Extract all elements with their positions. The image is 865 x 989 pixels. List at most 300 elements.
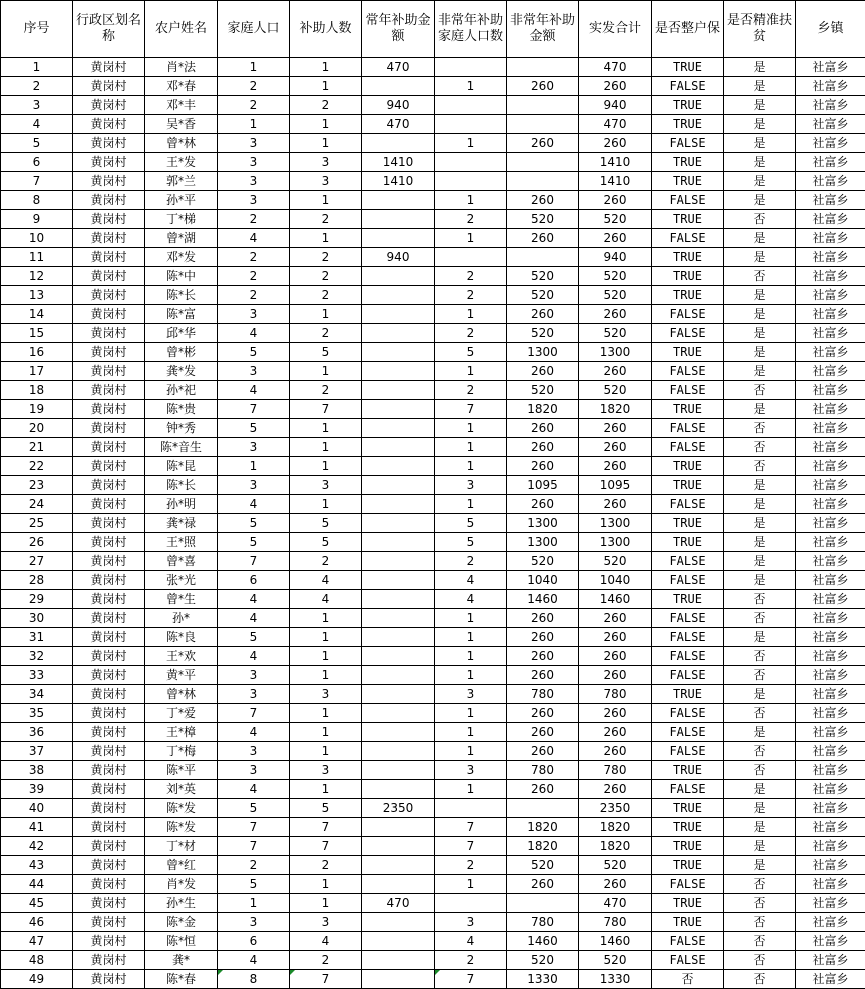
cell-serial[interactable]: 25 xyxy=(1,514,73,533)
cell-irregular-amount[interactable]: 260 xyxy=(507,628,579,647)
cell-township[interactable]: 社富乡 xyxy=(796,77,865,96)
cell-irregular-amount[interactable]: 260 xyxy=(507,457,579,476)
cell-irregular-amount[interactable]: 1330 xyxy=(507,970,579,989)
cell-whole-household[interactable]: TRUE xyxy=(652,400,724,419)
cell-whole-household[interactable]: FALSE xyxy=(652,381,724,400)
cell-township[interactable]: 社富乡 xyxy=(796,609,865,628)
cell-subsidized-count[interactable]: 2 xyxy=(290,286,362,305)
cell-irregular-amount[interactable]: 1040 xyxy=(507,571,579,590)
cell-irregular-amount[interactable]: 520 xyxy=(507,381,579,400)
cell-subsidized-count[interactable]: 1 xyxy=(290,495,362,514)
cell-irregular-count[interactable]: 1 xyxy=(435,723,507,742)
cell-household-size[interactable]: 2 xyxy=(218,210,290,229)
cell-region[interactable]: 黄岗村 xyxy=(73,115,145,134)
cell-region[interactable]: 黄岗村 xyxy=(73,248,145,267)
cell-household-size[interactable]: 3 xyxy=(218,305,290,324)
cell-serial[interactable]: 7 xyxy=(1,172,73,191)
cell-regular-amount[interactable] xyxy=(362,419,435,438)
cell-regular-amount[interactable] xyxy=(362,77,435,96)
cell-serial[interactable]: 22 xyxy=(1,457,73,476)
cell-region[interactable]: 黄岗村 xyxy=(73,77,145,96)
cell-irregular-count[interactable]: 1 xyxy=(435,229,507,248)
cell-targeted-poverty[interactable]: 是 xyxy=(724,571,796,590)
cell-irregular-count[interactable]: 1 xyxy=(435,419,507,438)
cell-irregular-count[interactable]: 2 xyxy=(435,381,507,400)
cell-targeted-poverty[interactable]: 是 xyxy=(724,229,796,248)
cell-regular-amount[interactable]: 470 xyxy=(362,115,435,134)
cell-subsidized-count[interactable]: 2 xyxy=(290,856,362,875)
cell-name[interactable]: 钟*秀 xyxy=(145,419,218,438)
cell-whole-household[interactable]: TRUE xyxy=(652,818,724,837)
cell-region[interactable]: 黄岗村 xyxy=(73,229,145,248)
cell-irregular-count[interactable] xyxy=(435,248,507,267)
cell-whole-household[interactable]: TRUE xyxy=(652,248,724,267)
cell-township[interactable]: 社富乡 xyxy=(796,495,865,514)
cell-serial[interactable]: 6 xyxy=(1,153,73,172)
cell-irregular-amount[interactable]: 260 xyxy=(507,704,579,723)
cell-irregular-amount[interactable] xyxy=(507,96,579,115)
cell-household-size[interactable]: 4 xyxy=(218,723,290,742)
cell-targeted-poverty[interactable]: 否 xyxy=(724,647,796,666)
cell-whole-household[interactable]: FALSE xyxy=(652,932,724,951)
cell-region[interactable]: 黄岗村 xyxy=(73,761,145,780)
cell-irregular-count[interactable] xyxy=(435,153,507,172)
cell-whole-household[interactable]: FALSE xyxy=(652,571,724,590)
cell-township[interactable]: 社富乡 xyxy=(796,951,865,970)
cell-irregular-count[interactable]: 1 xyxy=(435,704,507,723)
cell-serial[interactable]: 39 xyxy=(1,780,73,799)
cell-serial[interactable]: 26 xyxy=(1,533,73,552)
cell-name[interactable]: 陈*发 xyxy=(145,799,218,818)
cell-household-size[interactable]: 1 xyxy=(218,58,290,77)
cell-serial[interactable]: 28 xyxy=(1,571,73,590)
cell-township[interactable]: 社富乡 xyxy=(796,913,865,932)
cell-regular-amount[interactable]: 1410 xyxy=(362,153,435,172)
cell-region[interactable]: 黄岗村 xyxy=(73,324,145,343)
cell-serial[interactable]: 31 xyxy=(1,628,73,647)
cell-serial[interactable]: 10 xyxy=(1,229,73,248)
cell-irregular-count[interactable] xyxy=(435,799,507,818)
cell-subsidized-count[interactable]: 5 xyxy=(290,799,362,818)
cell-regular-amount[interactable] xyxy=(362,590,435,609)
cell-household-size[interactable]: 3 xyxy=(218,685,290,704)
cell-total-paid[interactable]: 260 xyxy=(579,875,652,894)
cell-township[interactable]: 社富乡 xyxy=(796,134,865,153)
cell-township[interactable]: 社富乡 xyxy=(796,780,865,799)
cell-regular-amount[interactable] xyxy=(362,875,435,894)
header-regular-amount[interactable]: 常年补助金额 xyxy=(362,1,435,58)
cell-name[interactable]: 曾*湖 xyxy=(145,229,218,248)
cell-whole-household[interactable]: FALSE xyxy=(652,666,724,685)
header-serial[interactable]: 序号 xyxy=(1,1,73,58)
cell-total-paid[interactable]: 260 xyxy=(579,666,652,685)
cell-region[interactable]: 黄岗村 xyxy=(73,362,145,381)
cell-irregular-amount[interactable]: 260 xyxy=(507,77,579,96)
cell-serial[interactable]: 3 xyxy=(1,96,73,115)
cell-region[interactable]: 黄岗村 xyxy=(73,419,145,438)
cell-irregular-count[interactable]: 4 xyxy=(435,571,507,590)
cell-township[interactable]: 社富乡 xyxy=(796,381,865,400)
cell-regular-amount[interactable] xyxy=(362,685,435,704)
cell-total-paid[interactable]: 260 xyxy=(579,419,652,438)
cell-serial[interactable]: 34 xyxy=(1,685,73,704)
cell-total-paid[interactable]: 260 xyxy=(579,77,652,96)
cell-household-size[interactable]: 5 xyxy=(218,343,290,362)
cell-subsidized-count[interactable]: 1 xyxy=(290,704,362,723)
cell-irregular-amount[interactable] xyxy=(507,799,579,818)
cell-serial[interactable]: 33 xyxy=(1,666,73,685)
cell-name[interactable]: 陈*中 xyxy=(145,267,218,286)
cell-irregular-amount[interactable] xyxy=(507,58,579,77)
cell-targeted-poverty[interactable]: 否 xyxy=(724,210,796,229)
cell-regular-amount[interactable] xyxy=(362,533,435,552)
cell-irregular-count[interactable]: 5 xyxy=(435,533,507,552)
cell-township[interactable]: 社富乡 xyxy=(796,153,865,172)
cell-serial[interactable]: 29 xyxy=(1,590,73,609)
cell-total-paid[interactable]: 520 xyxy=(579,552,652,571)
cell-regular-amount[interactable] xyxy=(362,381,435,400)
cell-region[interactable]: 黄岗村 xyxy=(73,134,145,153)
cell-household-size[interactable]: 5 xyxy=(218,533,290,552)
cell-name[interactable]: 肖*法 xyxy=(145,58,218,77)
cell-targeted-poverty[interactable]: 否 xyxy=(724,913,796,932)
cell-township[interactable]: 社富乡 xyxy=(796,742,865,761)
cell-targeted-poverty[interactable]: 否 xyxy=(724,894,796,913)
cell-targeted-poverty[interactable]: 是 xyxy=(724,343,796,362)
cell-irregular-count[interactable]: 1 xyxy=(435,305,507,324)
header-township[interactable]: 乡镇 xyxy=(796,1,865,58)
cell-serial[interactable]: 43 xyxy=(1,856,73,875)
cell-regular-amount[interactable] xyxy=(362,856,435,875)
cell-targeted-poverty[interactable]: 是 xyxy=(724,495,796,514)
cell-regular-amount[interactable] xyxy=(362,476,435,495)
cell-subsidized-count[interactable]: 1 xyxy=(290,647,362,666)
cell-region[interactable]: 黄岗村 xyxy=(73,438,145,457)
cell-regular-amount[interactable]: 470 xyxy=(362,894,435,913)
cell-household-size[interactable]: 5 xyxy=(218,799,290,818)
cell-total-paid[interactable]: 260 xyxy=(579,628,652,647)
cell-whole-household[interactable]: FALSE xyxy=(652,742,724,761)
cell-targeted-poverty[interactable]: 否 xyxy=(724,875,796,894)
cell-household-size[interactable]: 3 xyxy=(218,666,290,685)
cell-household-size[interactable]: 3 xyxy=(218,134,290,153)
cell-name[interactable]: 陈*恒 xyxy=(145,932,218,951)
cell-household-size[interactable]: 3 xyxy=(218,191,290,210)
cell-irregular-amount[interactable]: 260 xyxy=(507,305,579,324)
cell-subsidized-count[interactable]: 7 xyxy=(290,818,362,837)
cell-total-paid[interactable]: 940 xyxy=(579,248,652,267)
cell-regular-amount[interactable] xyxy=(362,362,435,381)
cell-subsidized-count[interactable]: 4 xyxy=(290,571,362,590)
cell-targeted-poverty[interactable]: 否 xyxy=(724,438,796,457)
cell-irregular-count[interactable]: 5 xyxy=(435,514,507,533)
cell-region[interactable]: 黄岗村 xyxy=(73,153,145,172)
cell-irregular-amount[interactable]: 1300 xyxy=(507,343,579,362)
cell-irregular-count[interactable]: 2 xyxy=(435,210,507,229)
cell-township[interactable]: 社富乡 xyxy=(796,628,865,647)
cell-total-paid[interactable]: 1300 xyxy=(579,533,652,552)
cell-targeted-poverty[interactable]: 是 xyxy=(724,400,796,419)
cell-total-paid[interactable]: 260 xyxy=(579,704,652,723)
cell-name[interactable]: 黄*平 xyxy=(145,666,218,685)
cell-irregular-count[interactable]: 3 xyxy=(435,476,507,495)
cell-irregular-amount[interactable]: 520 xyxy=(507,856,579,875)
cell-whole-household[interactable]: FALSE xyxy=(652,77,724,96)
cell-name[interactable]: 陈*平 xyxy=(145,761,218,780)
cell-irregular-amount[interactable]: 1820 xyxy=(507,837,579,856)
cell-subsidized-count[interactable]: 7 xyxy=(290,400,362,419)
cell-subsidized-count[interactable]: 1 xyxy=(290,666,362,685)
cell-irregular-amount[interactable]: 260 xyxy=(507,609,579,628)
cell-irregular-count[interactable]: 1 xyxy=(435,77,507,96)
cell-whole-household[interactable]: FALSE xyxy=(652,305,724,324)
cell-targeted-poverty[interactable]: 是 xyxy=(724,799,796,818)
cell-whole-household[interactable]: TRUE xyxy=(652,514,724,533)
cell-name[interactable]: 孙* xyxy=(145,609,218,628)
cell-serial[interactable]: 21 xyxy=(1,438,73,457)
cell-region[interactable]: 黄岗村 xyxy=(73,951,145,970)
cell-region[interactable]: 黄岗村 xyxy=(73,495,145,514)
cell-subsidized-count[interactable]: 1 xyxy=(290,229,362,248)
cell-irregular-count[interactable]: 1 xyxy=(435,362,507,381)
cell-targeted-poverty[interactable]: 否 xyxy=(724,970,796,989)
cell-irregular-amount[interactable]: 520 xyxy=(507,552,579,571)
cell-irregular-amount[interactable]: 1300 xyxy=(507,533,579,552)
cell-irregular-count[interactable]: 7 xyxy=(435,818,507,837)
cell-region[interactable]: 黄岗村 xyxy=(73,856,145,875)
cell-targeted-poverty[interactable]: 否 xyxy=(724,267,796,286)
cell-serial[interactable]: 49 xyxy=(1,970,73,989)
cell-regular-amount[interactable]: 1410 xyxy=(362,172,435,191)
cell-regular-amount[interactable] xyxy=(362,742,435,761)
cell-total-paid[interactable]: 260 xyxy=(579,134,652,153)
cell-total-paid[interactable]: 520 xyxy=(579,856,652,875)
cell-serial[interactable]: 30 xyxy=(1,609,73,628)
cell-irregular-count[interactable]: 5 xyxy=(435,343,507,362)
cell-total-paid[interactable]: 260 xyxy=(579,647,652,666)
cell-irregular-count[interactable]: 7 xyxy=(435,837,507,856)
cell-irregular-amount[interactable] xyxy=(507,153,579,172)
cell-total-paid[interactable]: 940 xyxy=(579,96,652,115)
cell-household-size[interactable]: 4 xyxy=(218,780,290,799)
cell-regular-amount[interactable]: 470 xyxy=(362,58,435,77)
cell-irregular-amount[interactable]: 260 xyxy=(507,495,579,514)
cell-total-paid[interactable]: 260 xyxy=(579,191,652,210)
cell-total-paid[interactable]: 1410 xyxy=(579,153,652,172)
cell-household-size[interactable]: 5 xyxy=(218,419,290,438)
cell-whole-household[interactable]: FALSE xyxy=(652,875,724,894)
cell-irregular-count[interactable]: 1 xyxy=(435,609,507,628)
cell-irregular-amount[interactable]: 520 xyxy=(507,210,579,229)
cell-irregular-count[interactable]: 2 xyxy=(435,324,507,343)
cell-region[interactable]: 黄岗村 xyxy=(73,590,145,609)
cell-subsidized-count[interactable]: 3 xyxy=(290,913,362,932)
cell-region[interactable]: 黄岗村 xyxy=(73,799,145,818)
cell-serial[interactable]: 14 xyxy=(1,305,73,324)
cell-irregular-amount[interactable]: 260 xyxy=(507,191,579,210)
cell-serial[interactable]: 9 xyxy=(1,210,73,229)
cell-total-paid[interactable]: 520 xyxy=(579,951,652,970)
cell-irregular-amount[interactable]: 1820 xyxy=(507,818,579,837)
header-irregular-amount[interactable]: 非常年补助金额 xyxy=(507,1,579,58)
cell-regular-amount[interactable] xyxy=(362,951,435,970)
cell-township[interactable]: 社富乡 xyxy=(796,343,865,362)
cell-township[interactable]: 社富乡 xyxy=(796,666,865,685)
cell-irregular-count[interactable]: 3 xyxy=(435,761,507,780)
cell-irregular-count[interactable]: 4 xyxy=(435,932,507,951)
cell-name[interactable]: 丁*爱 xyxy=(145,704,218,723)
cell-total-paid[interactable]: 260 xyxy=(579,362,652,381)
cell-subsidized-count[interactable]: 1 xyxy=(290,457,362,476)
cell-regular-amount[interactable]: 940 xyxy=(362,248,435,267)
cell-township[interactable]: 社富乡 xyxy=(796,115,865,134)
cell-region[interactable]: 黄岗村 xyxy=(73,647,145,666)
cell-subsidized-count[interactable]: 1 xyxy=(290,723,362,742)
cell-irregular-amount[interactable]: 260 xyxy=(507,875,579,894)
cell-irregular-amount[interactable]: 520 xyxy=(507,324,579,343)
cell-township[interactable]: 社富乡 xyxy=(796,191,865,210)
cell-household-size[interactable]: 1 xyxy=(218,457,290,476)
cell-subsidized-count[interactable]: 1 xyxy=(290,628,362,647)
header-irregular-count[interactable]: 非常年补助家庭人口数 xyxy=(435,1,507,58)
cell-name[interactable]: 丁*材 xyxy=(145,837,218,856)
cell-name[interactable]: 陈*春 xyxy=(145,970,218,989)
cell-name[interactable]: 孙*祀 xyxy=(145,381,218,400)
cell-whole-household[interactable]: TRUE xyxy=(652,153,724,172)
cell-region[interactable]: 黄岗村 xyxy=(73,609,145,628)
cell-subsidized-count[interactable]: 5 xyxy=(290,533,362,552)
cell-irregular-count[interactable]: 7 xyxy=(435,400,507,419)
cell-targeted-poverty[interactable]: 是 xyxy=(724,533,796,552)
cell-regular-amount[interactable] xyxy=(362,514,435,533)
cell-serial[interactable]: 35 xyxy=(1,704,73,723)
cell-total-paid[interactable]: 1095 xyxy=(579,476,652,495)
cell-irregular-amount[interactable]: 520 xyxy=(507,286,579,305)
cell-region[interactable]: 黄岗村 xyxy=(73,818,145,837)
cell-whole-household[interactable]: TRUE xyxy=(652,172,724,191)
cell-township[interactable]: 社富乡 xyxy=(796,818,865,837)
cell-name[interactable]: 孙*平 xyxy=(145,191,218,210)
cell-total-paid[interactable]: 260 xyxy=(579,457,652,476)
cell-serial[interactable]: 36 xyxy=(1,723,73,742)
cell-subsidized-count[interactable]: 1 xyxy=(290,780,362,799)
cell-household-size[interactable]: 4 xyxy=(218,951,290,970)
cell-irregular-amount[interactable]: 780 xyxy=(507,761,579,780)
cell-household-size[interactable]: 3 xyxy=(218,742,290,761)
cell-irregular-count[interactable]: 1 xyxy=(435,457,507,476)
cell-subsidized-count[interactable]: 7 xyxy=(290,970,362,989)
header-subsidized-count[interactable]: 补助人数 xyxy=(290,1,362,58)
cell-region[interactable]: 黄岗村 xyxy=(73,96,145,115)
cell-whole-household[interactable]: TRUE xyxy=(652,267,724,286)
cell-name[interactable]: 龚*禄 xyxy=(145,514,218,533)
cell-targeted-poverty[interactable]: 是 xyxy=(724,628,796,647)
cell-region[interactable]: 黄岗村 xyxy=(73,913,145,932)
cell-irregular-count[interactable]: 2 xyxy=(435,267,507,286)
cell-name[interactable]: 曾*红 xyxy=(145,856,218,875)
cell-targeted-poverty[interactable]: 是 xyxy=(724,191,796,210)
cell-name[interactable]: 陈*昆 xyxy=(145,457,218,476)
cell-regular-amount[interactable] xyxy=(362,761,435,780)
cell-irregular-amount[interactable]: 1095 xyxy=(507,476,579,495)
cell-name[interactable]: 陈*金 xyxy=(145,913,218,932)
cell-name[interactable]: 陈*长 xyxy=(145,476,218,495)
cell-household-size[interactable]: 2 xyxy=(218,96,290,115)
cell-irregular-amount[interactable] xyxy=(507,115,579,134)
cell-name[interactable]: 郭*兰 xyxy=(145,172,218,191)
cell-subsidized-count[interactable]: 1 xyxy=(290,742,362,761)
cell-total-paid[interactable]: 1820 xyxy=(579,400,652,419)
cell-targeted-poverty[interactable]: 否 xyxy=(724,419,796,438)
cell-targeted-poverty[interactable]: 是 xyxy=(724,115,796,134)
cell-irregular-amount[interactable]: 260 xyxy=(507,666,579,685)
cell-subsidized-count[interactable]: 2 xyxy=(290,324,362,343)
cell-irregular-amount[interactable]: 1300 xyxy=(507,514,579,533)
cell-regular-amount[interactable] xyxy=(362,552,435,571)
cell-township[interactable]: 社富乡 xyxy=(796,58,865,77)
cell-township[interactable]: 社富乡 xyxy=(796,723,865,742)
cell-subsidized-count[interactable]: 2 xyxy=(290,210,362,229)
cell-whole-household[interactable]: FALSE xyxy=(652,647,724,666)
cell-whole-household[interactable]: TRUE xyxy=(652,856,724,875)
cell-serial[interactable]: 41 xyxy=(1,818,73,837)
cell-whole-household[interactable]: TRUE xyxy=(652,343,724,362)
cell-irregular-amount[interactable]: 260 xyxy=(507,419,579,438)
cell-irregular-amount[interactable]: 520 xyxy=(507,951,579,970)
cell-household-size[interactable]: 4 xyxy=(218,590,290,609)
cell-serial[interactable]: 42 xyxy=(1,837,73,856)
cell-serial[interactable]: 11 xyxy=(1,248,73,267)
cell-subsidized-count[interactable]: 1 xyxy=(290,134,362,153)
cell-regular-amount[interactable] xyxy=(362,780,435,799)
cell-serial[interactable]: 17 xyxy=(1,362,73,381)
cell-total-paid[interactable]: 1460 xyxy=(579,590,652,609)
cell-irregular-count[interactable]: 2 xyxy=(435,286,507,305)
cell-whole-household[interactable]: TRUE xyxy=(652,210,724,229)
cell-irregular-count[interactable]: 1 xyxy=(435,134,507,153)
cell-township[interactable]: 社富乡 xyxy=(796,419,865,438)
cell-region[interactable]: 黄岗村 xyxy=(73,514,145,533)
cell-serial[interactable]: 12 xyxy=(1,267,73,286)
cell-household-size[interactable]: 1 xyxy=(218,115,290,134)
cell-name[interactable]: 孙*明 xyxy=(145,495,218,514)
cell-whole-household[interactable]: TRUE xyxy=(652,476,724,495)
cell-regular-amount[interactable] xyxy=(362,286,435,305)
cell-subsidized-count[interactable]: 1 xyxy=(290,875,362,894)
cell-whole-household[interactable]: TRUE xyxy=(652,590,724,609)
cell-name[interactable]: 曾*林 xyxy=(145,685,218,704)
cell-name[interactable]: 曾*生 xyxy=(145,590,218,609)
cell-total-paid[interactable]: 470 xyxy=(579,58,652,77)
cell-township[interactable]: 社富乡 xyxy=(796,571,865,590)
cell-regular-amount[interactable] xyxy=(362,837,435,856)
cell-irregular-count[interactable]: 1 xyxy=(435,191,507,210)
cell-irregular-amount[interactable]: 780 xyxy=(507,913,579,932)
cell-total-paid[interactable]: 260 xyxy=(579,305,652,324)
cell-subsidized-count[interactable]: 1 xyxy=(290,191,362,210)
cell-name[interactable]: 陈*贵 xyxy=(145,400,218,419)
cell-irregular-amount[interactable]: 260 xyxy=(507,362,579,381)
cell-region[interactable]: 黄岗村 xyxy=(73,286,145,305)
cell-household-size[interactable]: 6 xyxy=(218,571,290,590)
cell-regular-amount[interactable] xyxy=(362,438,435,457)
cell-name[interactable]: 曾*林 xyxy=(145,134,218,153)
cell-region[interactable]: 黄岗村 xyxy=(73,381,145,400)
cell-targeted-poverty[interactable]: 否 xyxy=(724,666,796,685)
cell-region[interactable]: 黄岗村 xyxy=(73,875,145,894)
cell-region[interactable]: 黄岗村 xyxy=(73,742,145,761)
cell-targeted-poverty[interactable]: 否 xyxy=(724,932,796,951)
